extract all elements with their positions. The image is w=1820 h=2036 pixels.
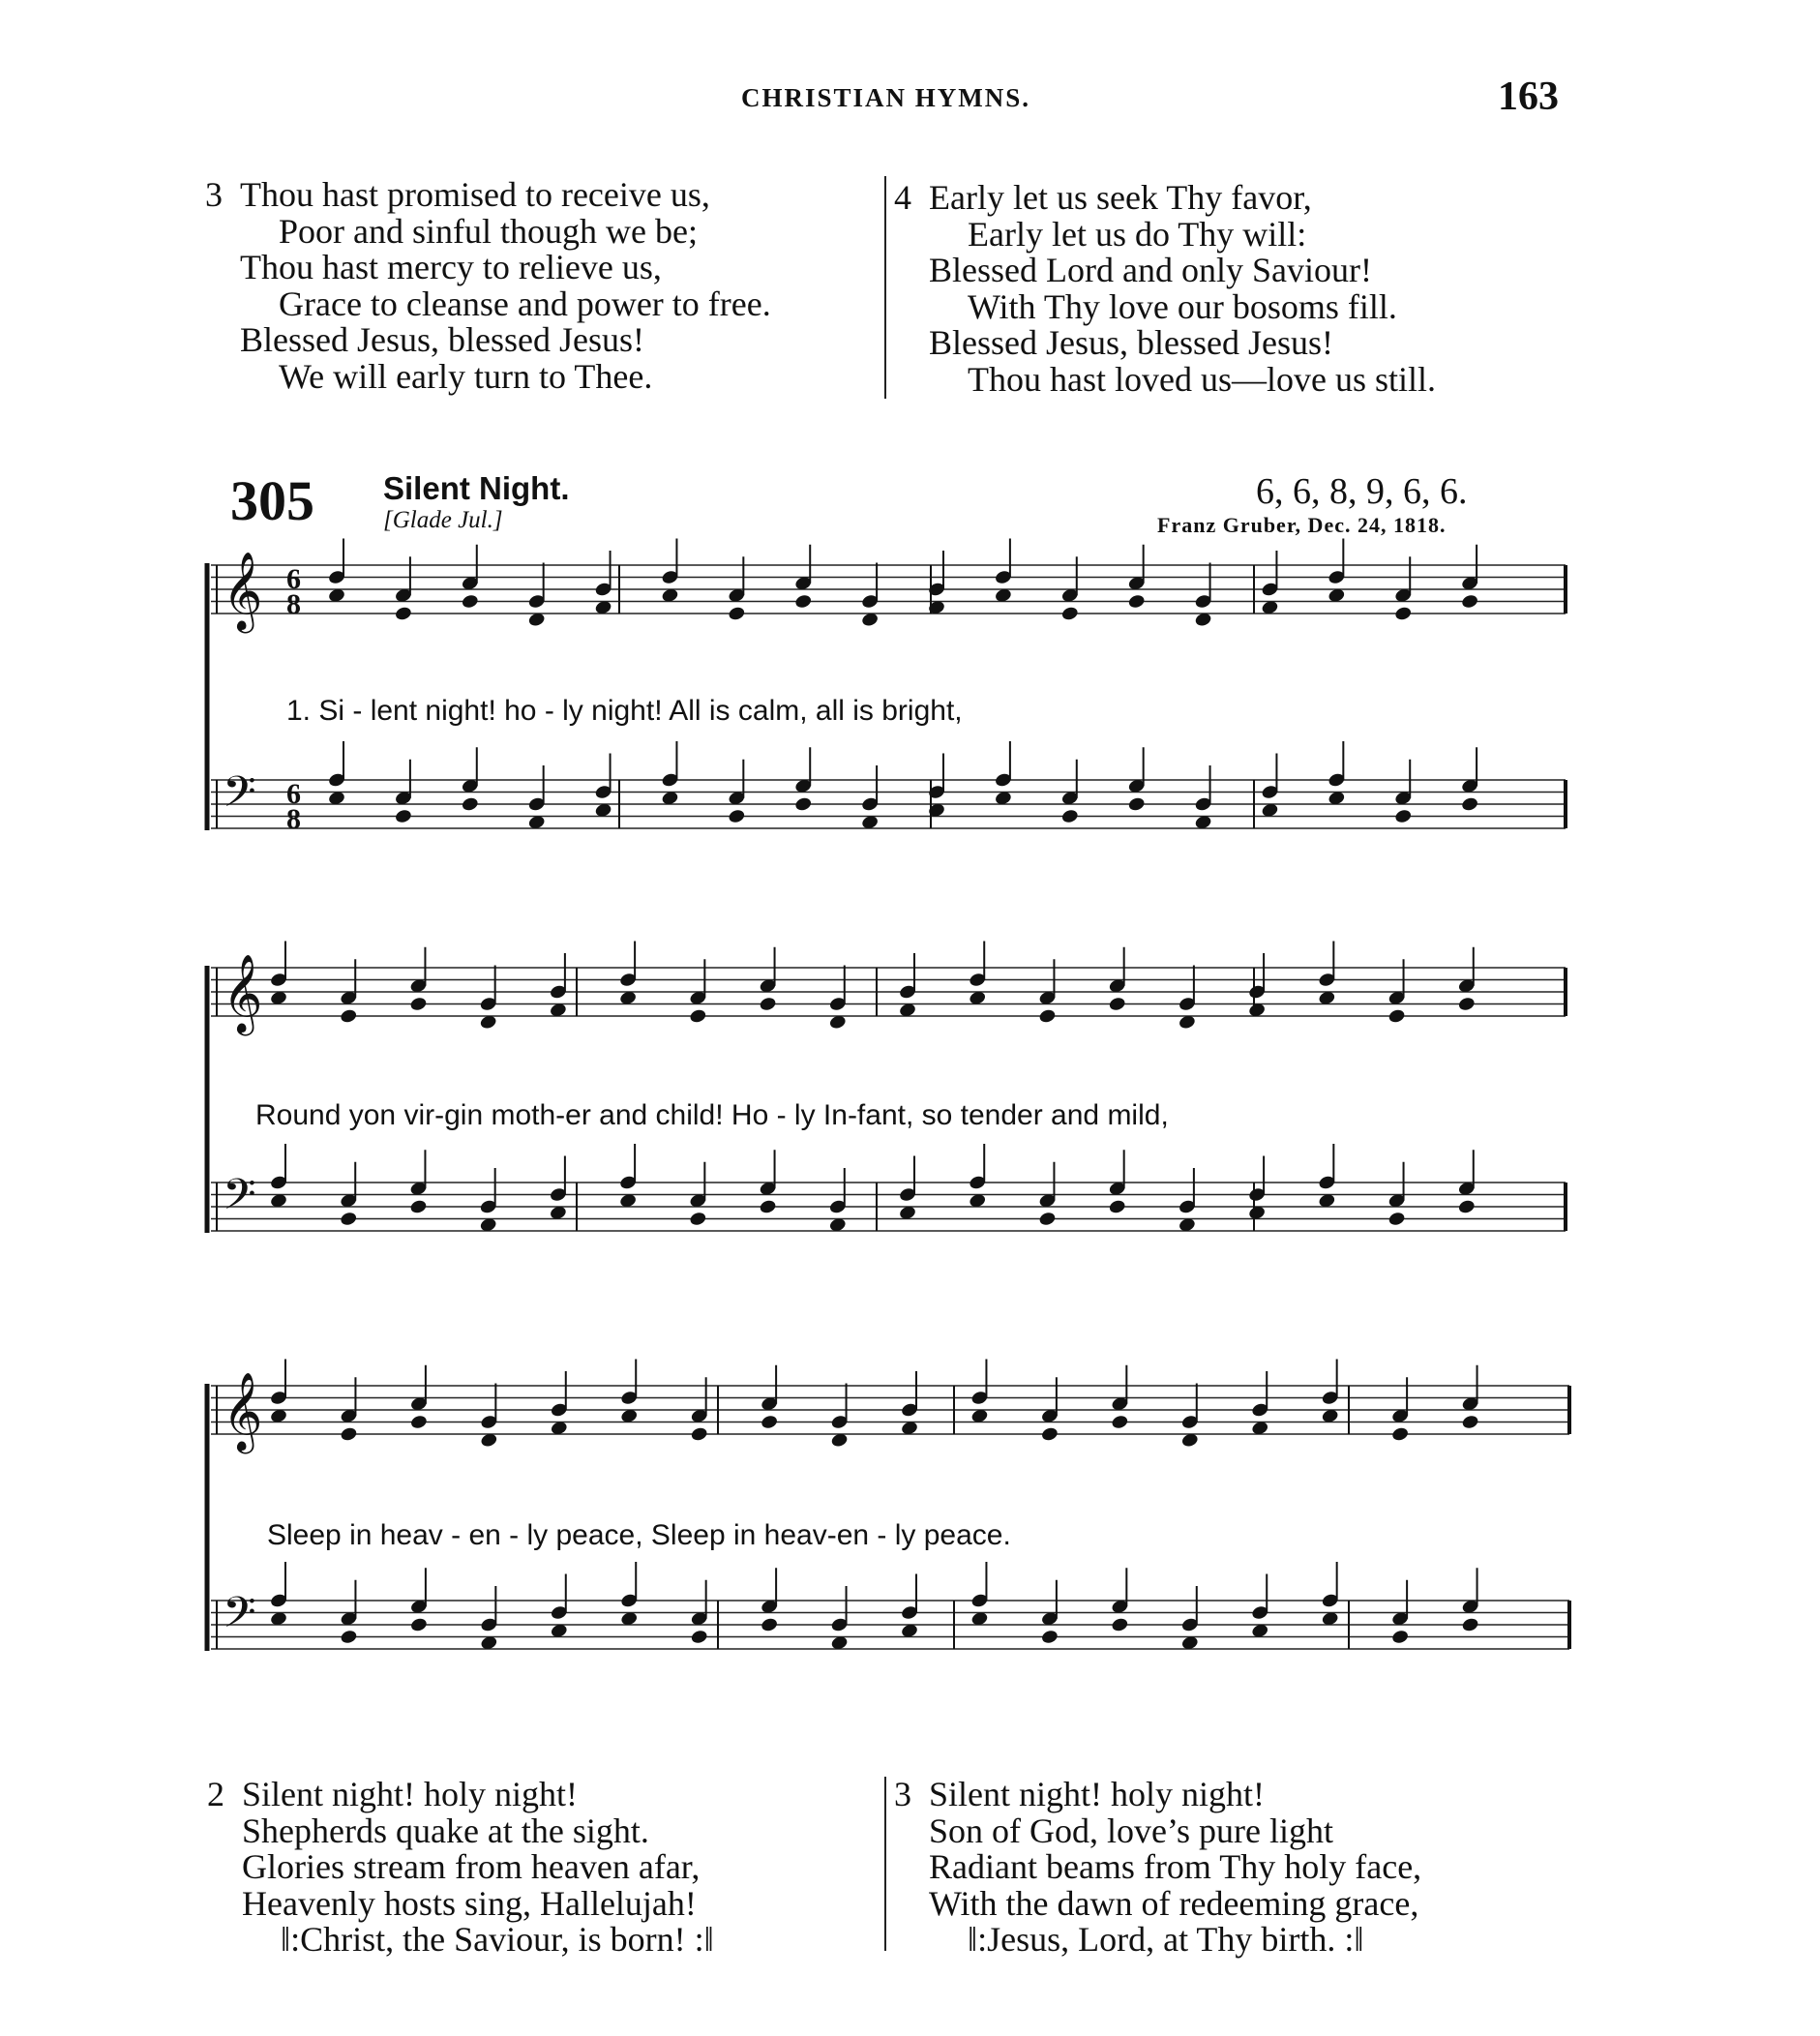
- verse-line: Grace to cleanse and power to free.: [279, 284, 771, 323]
- verse-line: Thou hast promised to receive us,: [240, 175, 710, 214]
- notehead: [340, 1008, 358, 1025]
- treble-clef-icon: 𝄞: [223, 953, 263, 1033]
- verse-line: Shepherds quake at the sight.: [242, 1811, 649, 1850]
- verse-line: Thou hast mercy to relieve us,: [240, 248, 662, 286]
- notehead: [340, 1426, 358, 1443]
- verse-line: Blessed Jesus, blessed Jesus!: [929, 323, 1333, 362]
- verse-line: Son of God, love’s pure light: [929, 1811, 1333, 1850]
- verse-line: Early let us do Thy will:: [968, 214, 1307, 254]
- bass-clef-icon: 𝄢: [223, 1169, 256, 1230]
- verse-bottom-left: [207, 1775, 714, 1959]
- time-signature-top: 6: [286, 778, 301, 810]
- verse-line: Silent night! holy night!: [242, 1775, 578, 1813]
- notehead: [690, 1629, 708, 1645]
- notehead: [1461, 1617, 1479, 1633]
- bass-clef-icon: 𝄢: [223, 1587, 256, 1648]
- notehead: [1127, 796, 1146, 813]
- notehead: [461, 593, 479, 610]
- notehead: [1457, 996, 1476, 1012]
- time-signature-bottom: 8: [286, 803, 301, 835]
- notehead: [690, 1426, 708, 1443]
- notehead: [689, 1008, 707, 1025]
- notehead: [1111, 1414, 1129, 1430]
- notehead: [728, 808, 746, 824]
- hymn-number: 305: [230, 469, 314, 532]
- verse-line: ‖:Jesus, Lord, at Thy birth. :‖: [968, 1920, 1364, 1959]
- notehead: [1457, 1199, 1476, 1215]
- verse-line: With Thy love our bosoms fill.: [968, 286, 1397, 326]
- treble-clef-icon: 𝄞: [223, 551, 263, 630]
- bass-clef-icon: 𝄢: [223, 766, 256, 827]
- notehead: [689, 1211, 707, 1227]
- notehead: [1387, 1211, 1406, 1227]
- composer-credit: Franz Gruber, Dec. 24, 1818.: [1157, 513, 1447, 537]
- notehead: [1391, 1426, 1410, 1443]
- notehead: [1111, 1617, 1129, 1633]
- hymn-title: Silent Night.: [383, 470, 570, 506]
- verse-line: Blessed Jesus, blessed Jesus!: [240, 320, 644, 359]
- notehead: [409, 1414, 428, 1430]
- verse-line: With the dawn of redeeming grace,: [929, 1883, 1419, 1923]
- hymn-meter: 6, 6, 8, 9, 6, 6.: [1256, 471, 1468, 512]
- notehead: [761, 1414, 779, 1430]
- notehead: [394, 808, 412, 824]
- notehead: [1038, 1211, 1057, 1227]
- time-signature-bottom: 8: [286, 588, 301, 620]
- notehead: [1461, 1414, 1479, 1430]
- verse-line: Poor and sinful though we be;: [279, 211, 698, 251]
- verse-line: We will early turn to Thee.: [279, 356, 653, 396]
- verse-line: Radiant beams from Thy holy face,: [929, 1847, 1422, 1886]
- verse-line: Early let us seek Thy favor,: [929, 178, 1312, 217]
- notehead: [1038, 1008, 1057, 1025]
- lyric-line: Round yon vir-gin moth-er and child! Ho - ly In-fant, so tender and mild,: [255, 1099, 1169, 1131]
- treble-clef-icon: 𝄞: [223, 1371, 263, 1451]
- running-header: CHRISTIAN HYMNS.: [741, 83, 1031, 112]
- notehead: [1108, 996, 1126, 1012]
- notehead: [409, 1617, 428, 1633]
- notehead: [794, 796, 813, 813]
- notehead: [1387, 1008, 1406, 1025]
- lyric-line: 1. Si - lent night! ho - ly night! All is calm, all is bright,: [286, 695, 963, 727]
- verse-number: 3: [894, 1775, 911, 1813]
- tune-name: [Glade Jul.]: [383, 507, 503, 533]
- notehead: [1394, 808, 1413, 824]
- verse-number: 3: [205, 175, 223, 214]
- notehead: [1394, 606, 1413, 622]
- notehead: [1108, 1199, 1126, 1215]
- notehead: [1040, 1629, 1059, 1645]
- notehead: [1060, 808, 1079, 824]
- notehead: [1391, 1629, 1410, 1645]
- verse-line: Heavenly hosts sing, Hallelujah!: [242, 1883, 697, 1923]
- notehead: [340, 1629, 358, 1645]
- notehead: [794, 593, 813, 610]
- notehead: [461, 796, 479, 813]
- notehead: [728, 606, 746, 622]
- notehead: [1060, 606, 1079, 622]
- notehead: [340, 1211, 358, 1227]
- verse-number: 2: [207, 1775, 224, 1813]
- verse-line: Thou hast loved us—love us still.: [968, 359, 1436, 399]
- notehead: [1461, 796, 1479, 813]
- lyric-line: Sleep in heav - en - ly peace, Sleep in heav-en - ly peace.: [267, 1519, 1011, 1551]
- verse-line: Glories stream from heaven afar,: [242, 1847, 701, 1886]
- verse-line: Blessed Lord and only Saviour!: [929, 251, 1372, 289]
- column-divider: [884, 1777, 886, 1951]
- verse-line: ‖:Christ, the Saviour, is born! :‖: [281, 1920, 714, 1959]
- notehead: [1461, 593, 1479, 610]
- notehead: [1127, 593, 1146, 610]
- verse-bottom-right: [894, 1775, 1422, 1959]
- notehead: [759, 996, 777, 1012]
- notehead: [1040, 1426, 1059, 1443]
- notehead: [394, 606, 412, 622]
- page-number: 163: [1498, 75, 1559, 119]
- verse-line: Silent night! holy night!: [929, 1775, 1265, 1813]
- notehead: [409, 996, 428, 1012]
- notehead: [759, 1199, 777, 1215]
- time-signature-top: 6: [286, 563, 301, 595]
- notehead: [409, 1199, 428, 1215]
- notehead: [761, 1617, 779, 1633]
- verse-number: 4: [894, 178, 911, 217]
